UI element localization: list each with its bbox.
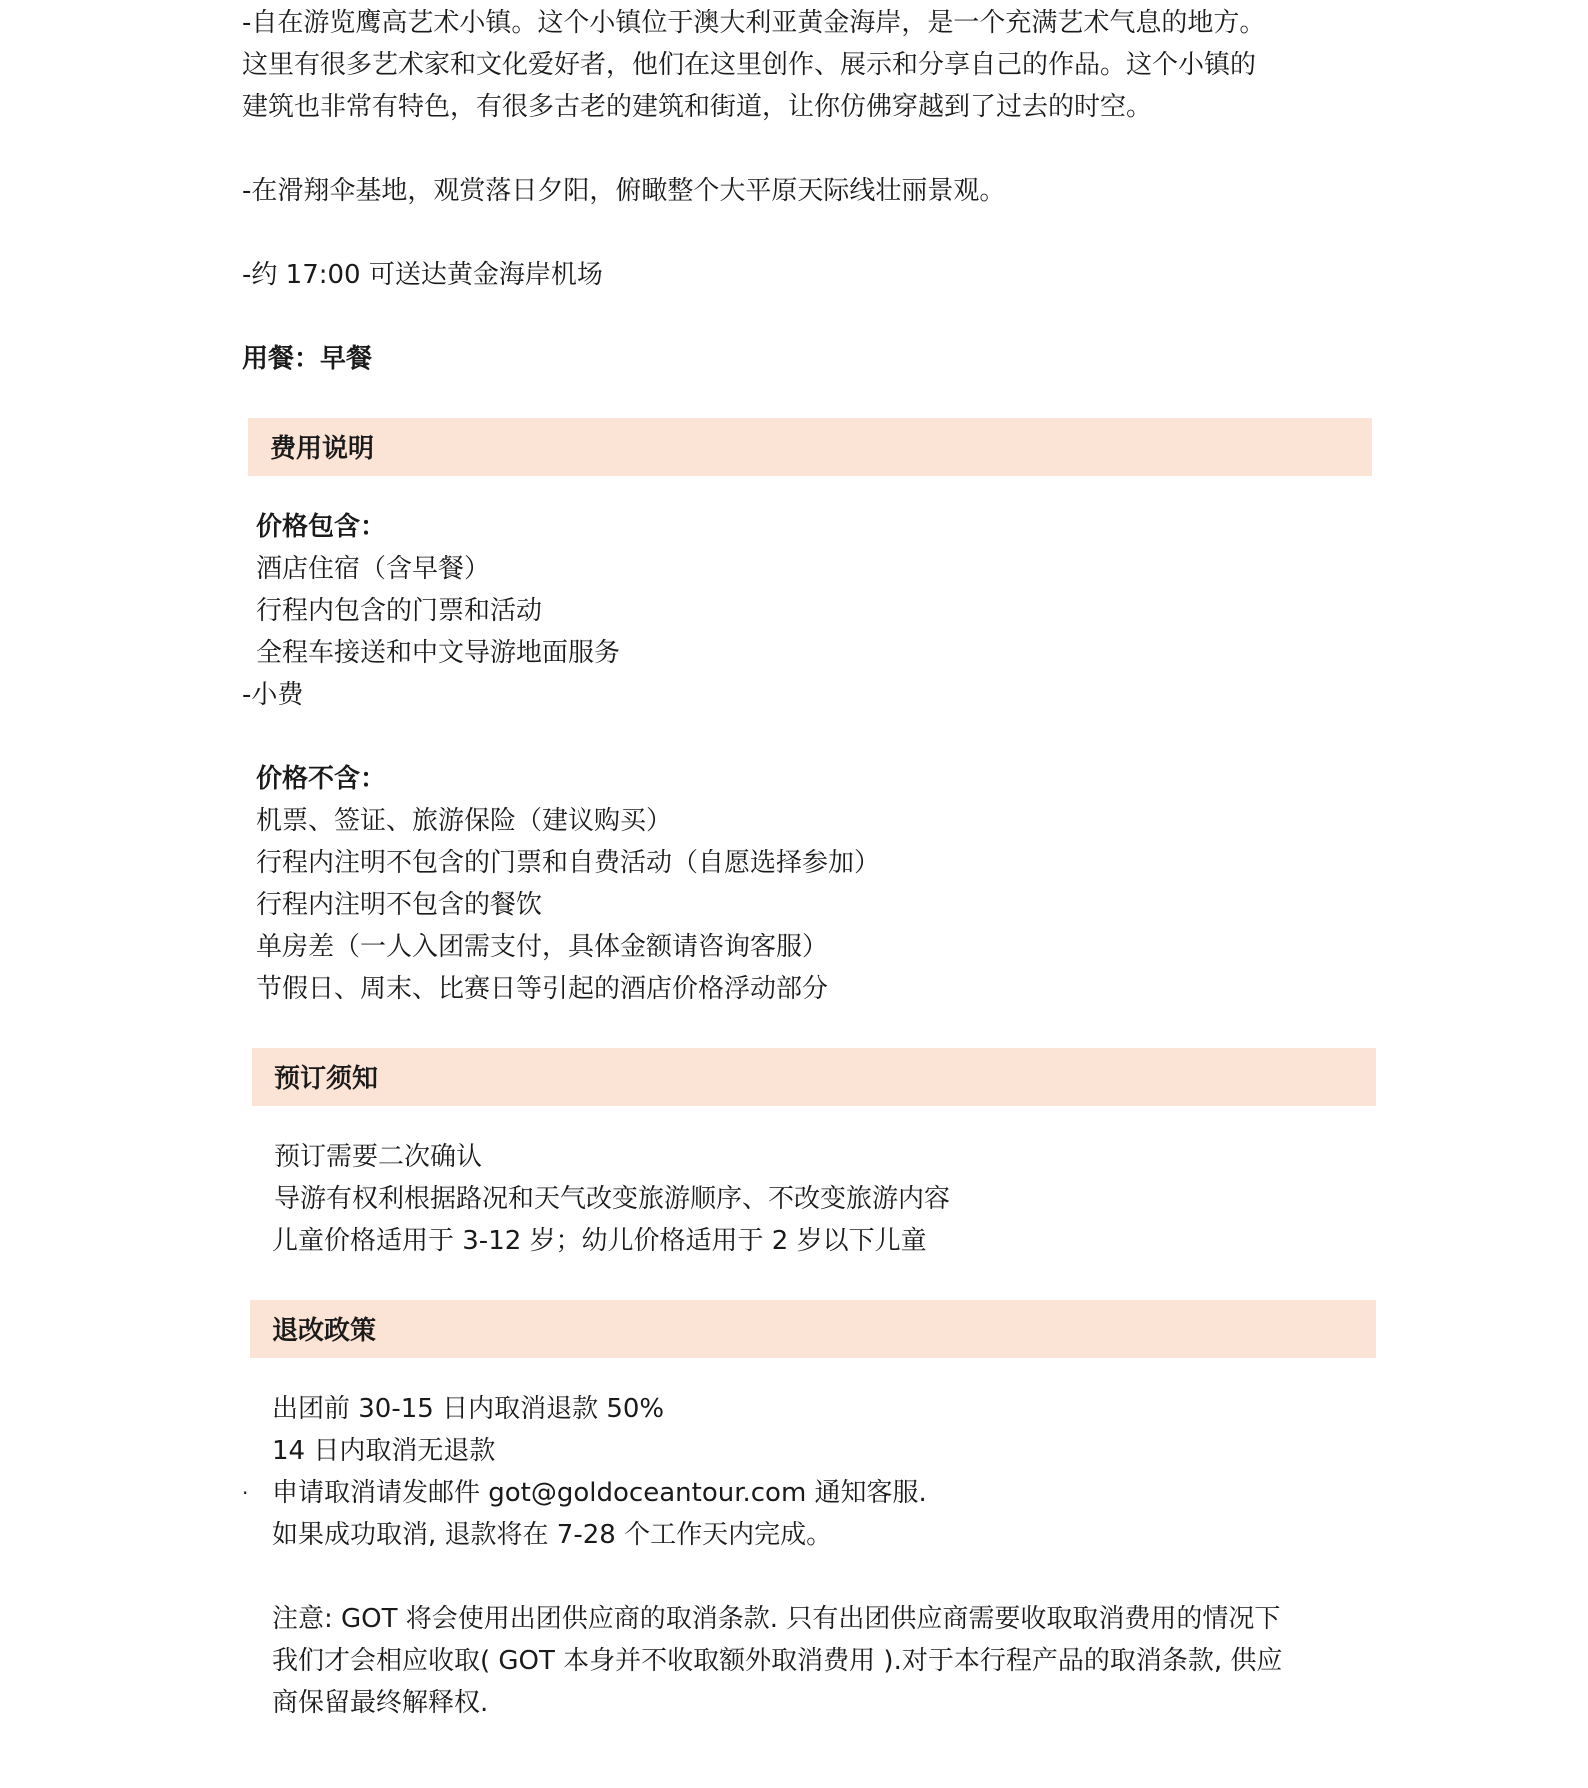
excluded-item: 节假日、周末、比赛日等引起的酒店价格浮动部分 — [256, 974, 829, 1004]
booking-item: 导游有权利根据路况和天气改变旅游顺序、不改变旅游内容 — [274, 1184, 951, 1214]
excluded-item: 单房差（一人入团需支付，具体金额请咨询客服） — [256, 932, 829, 962]
refund-note-line: 注意: GOT 将会使用出团供应商的取消条款. 只有出团供应商需要收取取消费用的情况下 — [272, 1604, 1281, 1634]
refund-item: 14 日内取消无退款 — [272, 1436, 496, 1466]
booking-section-title: 预订须知 — [274, 1064, 379, 1094]
refund-item: 如果成功取消, 退款将在 7-28 个工作天内完成。 — [272, 1520, 833, 1550]
fees-section-title: 费用说明 — [270, 434, 375, 464]
meals-label: 用餐：早餐 — [242, 344, 373, 374]
included-item: 行程内包含的门票和活动 — [256, 596, 543, 626]
itinerary-line: -约 17:00 可送达黄金海岸机场 — [242, 260, 603, 290]
bullet-dot: · — [242, 1481, 249, 1505]
refund-section-header — [250, 1300, 1376, 1358]
excluded-item: 机票、签证、旅游保险（建议购买） — [256, 806, 673, 836]
refund-note-line: 我们才会相应收取( GOT 本身并不收取额外取消费用 ).对于本行程产品的取消条款, 供应 — [272, 1646, 1283, 1676]
refund-item: 出团前 30-15 日内取消退款 50% — [272, 1394, 665, 1424]
excluded-item: 行程内注明不包含的餐饮 — [256, 890, 543, 920]
itinerary-line: -在滑翔伞基地，观赏落日夕阳，俯瞰整个大平原天际线壮丽景观。 — [242, 176, 1006, 206]
included-item: -小费 — [242, 680, 304, 710]
itinerary-line: -自在游览鹰高艺术小镇。这个小镇位于澳大利亚黄金海岸，是一个充满艺术气息的地方。 — [242, 8, 1266, 38]
itinerary-line: 这里有很多艺术家和文化爱好者，他们在这里创作、展示和分享自己的作品。这个小镇的 — [242, 50, 1257, 80]
included-item: 全程车接送和中文导游地面服务 — [256, 638, 621, 668]
booking-item: 预订需要二次确认 — [274, 1142, 483, 1172]
itinerary-line: 建筑也非常有特色，有很多古老的建筑和街道，让你仿佛穿越到了过去的时空。 — [242, 92, 1153, 122]
excluded-title: 价格不含： — [256, 764, 387, 794]
excluded-item: 行程内注明不包含的门票和自费活动（自愿选择参加） — [256, 848, 881, 878]
fees-section-header — [248, 418, 1372, 476]
refund-item: 申请取消请发邮件 got@goldoceantour.com 通知客服. — [272, 1478, 927, 1508]
booking-item: 儿童价格适用于 3-12 岁；幼儿价格适用于 2 岁以下儿童 — [272, 1226, 927, 1256]
refund-section-title: 退改政策 — [272, 1316, 377, 1346]
included-title: 价格包含： — [256, 512, 387, 542]
refund-note-line: 商保留最终解释权. — [272, 1688, 489, 1718]
booking-section-header — [252, 1048, 1376, 1106]
included-item: 酒店住宿（含早餐） — [256, 554, 491, 584]
